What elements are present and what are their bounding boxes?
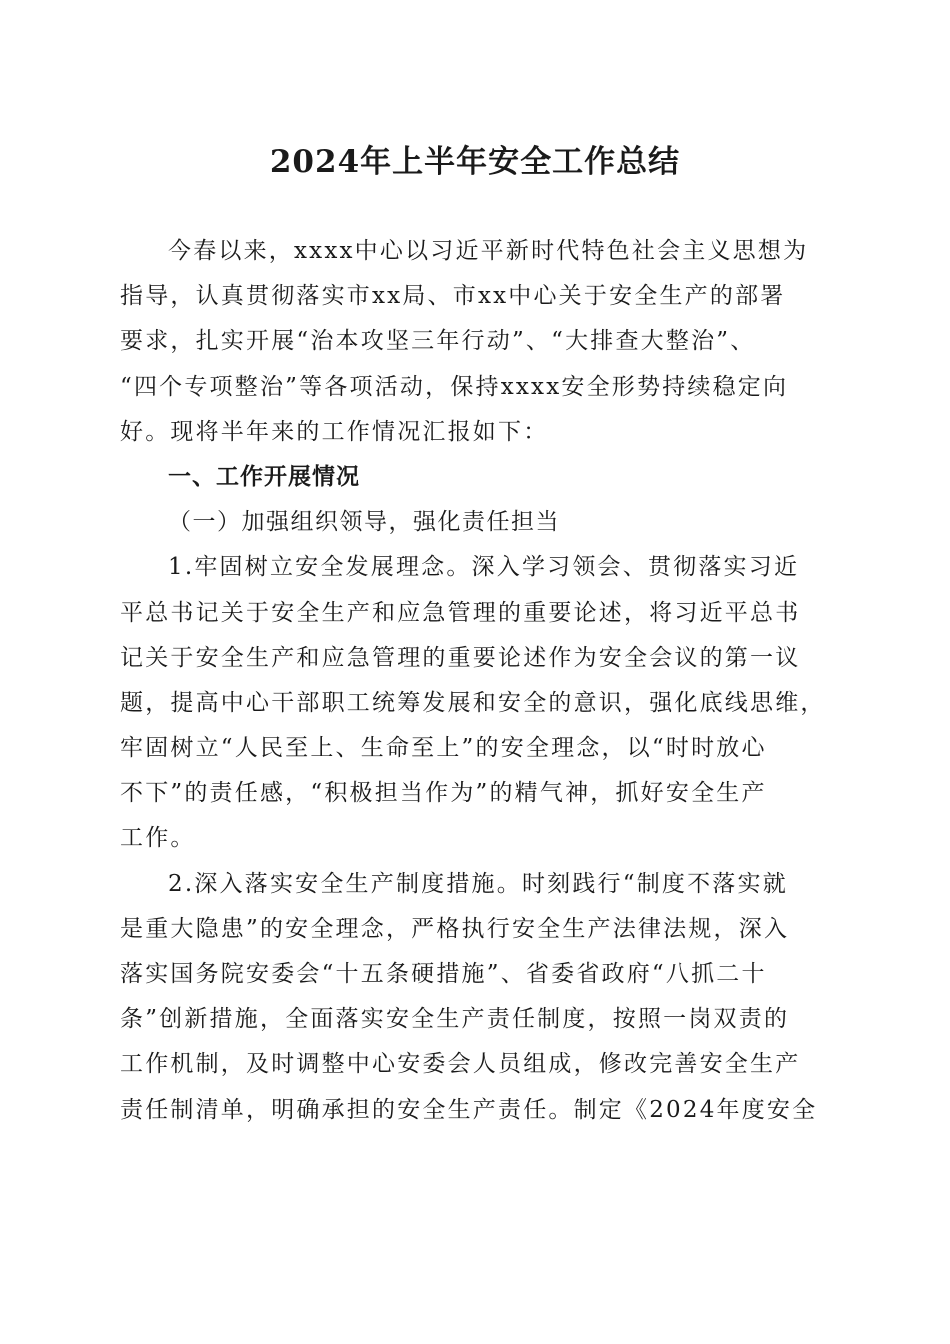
paragraph-line: 好。现将半年来的工作情况汇报如下： [120, 418, 549, 445]
paragraph-line: 题，提高中心干部职工统筹发展和安全的意识，强化底线思维， [120, 689, 826, 716]
paragraph-line: 落实国务院安委会“十五条硬措施”、省委省政府“八抓二十 [120, 961, 767, 987]
paragraph-line: 不下”的责任感，“积极担当作为”的精气神，抓好安全生产 [120, 780, 767, 807]
paragraph-line: 工作。 [120, 825, 196, 852]
paragraph-line: 平总书记关于安全生产和应急管理的重要论述，将习近平总书 [120, 599, 801, 626]
paragraph-line: 牢固树立“人民至上、生命至上”的安全理念，以“时时放心 [120, 735, 767, 762]
paragraph-line: 2.深入落实安全生产制度措施。时刻践行“制度不落实就 [168, 870, 788, 897]
paragraph-line: 今春以来，xxxx中心以习近平新时代特色社会主义思想为 [168, 238, 809, 264]
section-heading: 一、工作开展情况 [168, 463, 360, 490]
document-title: 2024年上半年安全工作总结 [269, 144, 681, 180]
paragraph-line: 是重大隐患”的安全理念，严格执行安全生产法律法规，深入 [120, 915, 790, 942]
paragraph-line: 指导，认真贯彻落实市xx局、市xx中心关于安全生产的部署 [120, 283, 786, 310]
paragraph-line: 要求，扎实开展“治本攻坚三年行动”、“大排查大整治”、 [120, 328, 756, 355]
subsection-heading: （一）加强组织领导，强化责任担当 [168, 509, 560, 536]
paragraph-line: 条”创新措施，全面落实安全生产责任制度，按照一岗双责的 [120, 1006, 790, 1033]
paragraph-line: 工作机制，及时调整中心安委会人员组成，修改完善安全生产 [120, 1051, 801, 1078]
paragraph-line: “四个专项整治”等各项活动，保持xxxx安全形势持续稳定向 [120, 373, 789, 400]
paragraph-line: 记关于安全生产和应急管理的重要论述作为安全会议的第一议 [120, 644, 801, 671]
paragraph-line: 责任制清单，明确承担的安全生产责任。制定《2024年度安全 [120, 1096, 818, 1123]
document-body [120, 229, 832, 1133]
paragraph-line: 1.牢固树立安全发展理念。深入学习领会、贯彻落实习近 [168, 554, 800, 581]
